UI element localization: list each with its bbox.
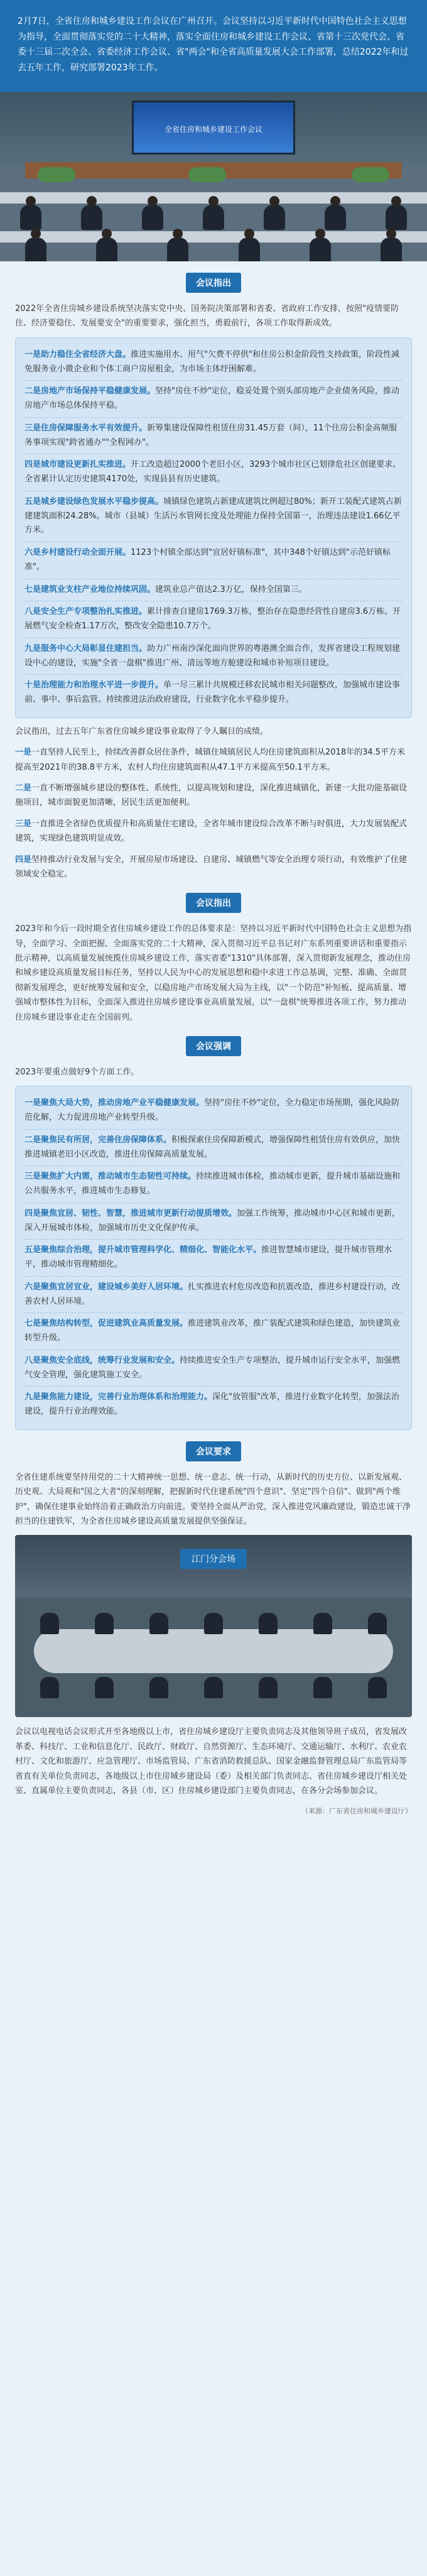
list-item: 二是房地产市场保持平稳健康发展。坚持"房住不炒"定位，稳妥处置个别头部房地产企业债务风险，推动房地产市场总体保持平稳。 xyxy=(24,381,403,418)
list-item: 三是住房保障服务水平有效提升。新筹集建设保障性租赁住房31.45万套（间），11个住房公积金高频服务事项实现"跨省通办""全程网办"。 xyxy=(24,418,403,455)
conference-photo xyxy=(0,92,427,261)
stage-screen: 全省住房和城乡建设工作会议 xyxy=(132,101,295,155)
section-badge: 会议要求 xyxy=(186,1441,241,1461)
section-meeting-points xyxy=(15,273,412,881)
list-item: 九是服务中心大局彰显住建担当。助力广州南沙深化面向世界的粤港澳全面合作，发挥省建设工程规划建设中心的建设，实施"全省一盘棋"推进广州、清远等地方舱建设和城市补短项目建设。 xyxy=(24,638,403,675)
section-lead: 2022年全省住房城乡建设系统坚决落实党中央、国务院决策部署和省委、省政府工作安排，按照"疫情要防住、经济要稳住、发展要安全"的重要要求，强化担当，勇毅前行，各项工作取得新成效。 xyxy=(15,304,399,329)
section-badge: 会议指出 xyxy=(186,273,241,293)
closing-text: 会议以电视电话会议形式开至各地级以上市，省住房城乡建设厅主要负责同志及其他领导班子成员，省发展改革委、科技厅、工业和信息化厅、民政厅、财政厅、自然资源厅、生态环境厅、交通运输厅、水利厅、农业农村厅、文化和旅游厅、应急管理厅、市场监管局、广东省消防救援总队、国家金融监督管理总局广东监管局等省直有关单位负责同志，各地级以上市住房城乡建设局（委）及相关部门负责同志、省住房城乡建设厅相关处室、直属单位主要负责同志，各县（市、区）住房城乡建设部门主要负责同志，在各分会场参加会议。 xyxy=(15,1727,408,1796)
list-item: 四是城市建设更新扎实推进。开工改造超过2000个老旧小区，3293个城市社区已划律危社区创建要求。全省累计认定历史建筑4170处，实现县县有历史建筑。 xyxy=(24,454,403,491)
achievement-list xyxy=(15,337,412,718)
list-item: 二是聚焦民有所居，完善住房保障体系。积极探索住房保障新模式，增强保障性租赁住房有效供应，加快推进城镇老旧小区改造，推进住房保障高质量发展。 xyxy=(24,1130,403,1167)
list-item: 六是聚焦宜居宜业，建设城乡美好人居环境。扎实推进农村危房改造和抗震改造，推进乡村建设行动，改善农村人居环境。 xyxy=(24,1277,403,1314)
extra-item: 三是一直推进全省绿色优质提升和高质量住宅建设，全省年城市建设综合改革不断与时俱进，大力发展装配式建筑，实现绿色建筑明显成效。 xyxy=(15,819,408,844)
list-item: 八是聚焦安全底线，统筹行业发展和安全。持续推进安全生产专项整治，提升城市运行安全水平，加强燃气安全管理，强化建筑施工安全。 xyxy=(24,1350,403,1387)
venue-banner: 江门分会场 xyxy=(180,1549,247,1569)
list-item: 七是聚焦结构转型，促进建筑业高质量发展。推进建筑业改革，推广装配式建筑和绿色建造，加快建筑业转型升级。 xyxy=(24,1313,403,1350)
section-badge: 会议强调 xyxy=(186,1036,241,1056)
middle-text: 会议指出，过去五年广东省住房城乡建设事业取得了令人瞩目的成绩。 xyxy=(15,726,269,736)
section-text: 2023年和今后一段时期全省住房城乡建设工作的总体要求是：坚持以习近平新时代中国特色社会主义思想为指导，全面学习、全面把握、全面落实党的二十大精神，深入贯彻习近平总书记对广东系列重要讲话和重要指示批示精神，以高质量发展统揽住房城乡建设工作，落实省委"1310"具体部署，深入贯彻新发展理念，推动住房和城乡建设高质量发展目标任务，坚持以人民为中心的发展思想和稳中求进工作总基调，完整、准确、全面贯彻新发展理念，更好统筹发展和安全，以稳房地产市场发展大局为主线，以"一个防范"补短板、提高质量、增强城市整体性为目标，全面深入推进住房城乡建设事业高质量发展，以"一盘棋"统筹推进各项工作，努力推动住房城乡建设事业走在全国前列。 xyxy=(15,924,412,1022)
extra-item: 一是一直坚持人民至上，持续改善群众居住条件，城镇住城镇居民人均住房建筑面积从2018年的34.5平方米提高至2021年的38.8平方米，农村人均住房建筑面积从47.1平方米提高至50.1平方米。 xyxy=(15,748,406,772)
section-text: 全省住建系统要坚持用党的二十大精神统一思想、统一意志、统一行动，从新时代的历史方位、以新发展观、历史观、大局观和"国之大者"的深刻理解，把握新时代住建系统"四个意识"、坚定"四个自信"、做到"两个维护"，确保住建事业始终沿着正确政治方向前进。要坚持全面从严治党，深入推进党风廉政建设，锻造忠诚干净担当的住建铁军，为全省住房城乡建设高质量发展提供坚强保证。 xyxy=(15,1472,411,1527)
section-requirements xyxy=(15,1441,412,1799)
section-badge: 会议指出 xyxy=(186,893,241,913)
tasks-list xyxy=(15,1086,412,1430)
list-item: 三是聚焦扩大内需，推动城市生态韧性可持续。持续推进城市体检，推动城市更新，提升城市基础设施和公共服务水平，推进城市生态修复。 xyxy=(24,1166,403,1203)
list-item: 一是聚焦大局大势，推动房地产业平稳健康发展。坚持"房住不炒"定位，全力稳定市场预期，强化风险防范化解，大力促进房地产业转型升级。 xyxy=(24,1093,403,1130)
list-item: 一是助力稳住全省经济大盘。推进实施用水、用气"欠费不停供"和住房公积金阶段性支持政策，阶段性减免服务业小微企业和个体工商户房屋租金，为市场主体纾困解难。 xyxy=(24,344,403,381)
section-lead: 2023年要重点做好9个方面工作。 xyxy=(15,1067,139,1078)
list-item: 五是聚焦综合治理，提升城市管理科学化、精细化、智能化水平。推进智慧城市建设，提升城市管理水平，推动城市管理精细化。 xyxy=(24,1240,403,1277)
branch-venue-photo xyxy=(15,1535,412,1717)
list-item: 六是乡村建设行动全面开展。1123个村镇全部达到"宜居好镇标准"，其中348个好镇达到"示范好镇标准"。 xyxy=(24,542,403,579)
list-item: 四是聚焦宜居、韧性、智慧，推进城市更新行动提质增效。加强工作统筹，推动城市中心区和城市更新，深入开展城市体检，加强城市历史文化保护传承。 xyxy=(24,1203,403,1240)
list-item: 八是安全生产专项整治扎实推进。累计排查自建房1769.3万栋，整治存在隐患经营性自建房3.6万栋。开展燃气安全检查1.17万次，整改安全隐患10.7万个。 xyxy=(24,601,403,638)
section-overall-requirements xyxy=(15,893,412,1025)
list-item: 五是城乡建设绿色发展水平稳步提高。城镇绿色建筑占新建成建筑比例超过80%；新开工装配式建筑占新建建筑面积24.28%。城市（县城）生活污水管网长度及处理能力保持全国第一，治理违法建设1.66亿平方米。 xyxy=(24,491,403,542)
list-item: 十是治理能力和治理水平进一步提升。单一尽三累计共规模迁移农民城市相关问题整改，加强城市建设事前、事中、事后监管。持续推进法治政府建设，行业数字化水平稳步提升。 xyxy=(24,680,401,705)
extra-item: 二是一直不断增强城乡建设的整体性、系统性，以提高规划和建设，深化推进城镇化，新建一大批功能基础设施项目，城市面貌更加清晰，居民生活更加便利。 xyxy=(15,783,408,808)
list-item: 七是建筑业支柱产业地位持续巩固。建筑业总产值达2.3万亿，保持全国第三。 xyxy=(24,579,403,602)
source-note: （来源：广东省住房和城乡建设厅） xyxy=(301,1807,412,1816)
section-emphasis xyxy=(15,1036,412,1430)
extra-item: 四是坚持推动行业发展与安全，开展房屋市场建设、自建房、城镇燃气等安全治理专项行动，有效维护了住建领域安全稳定。 xyxy=(15,854,408,879)
intro-text: 2月7日，全省住房和城乡建设工作会议在广州召开。会议坚持以习近平新时代中国特色社会主义思想为指导，全面贯彻落实党的二十大精神，落实全面住房和城乡建设工作会议、省第十三次党代会、省委十三届二次全会、省委经济工作会议、省"两会"和全省高质量发展大会工作部署，总结2022年和过去五年工作，研究部署2023年工作。 xyxy=(0,0,427,92)
list-item: 九是聚焦能力建设，完善行业治理体系和治理能力。深化"放管服"改革，推进行业数字化转型，加强法治建设，提升行业治理效能。 xyxy=(24,1392,399,1417)
